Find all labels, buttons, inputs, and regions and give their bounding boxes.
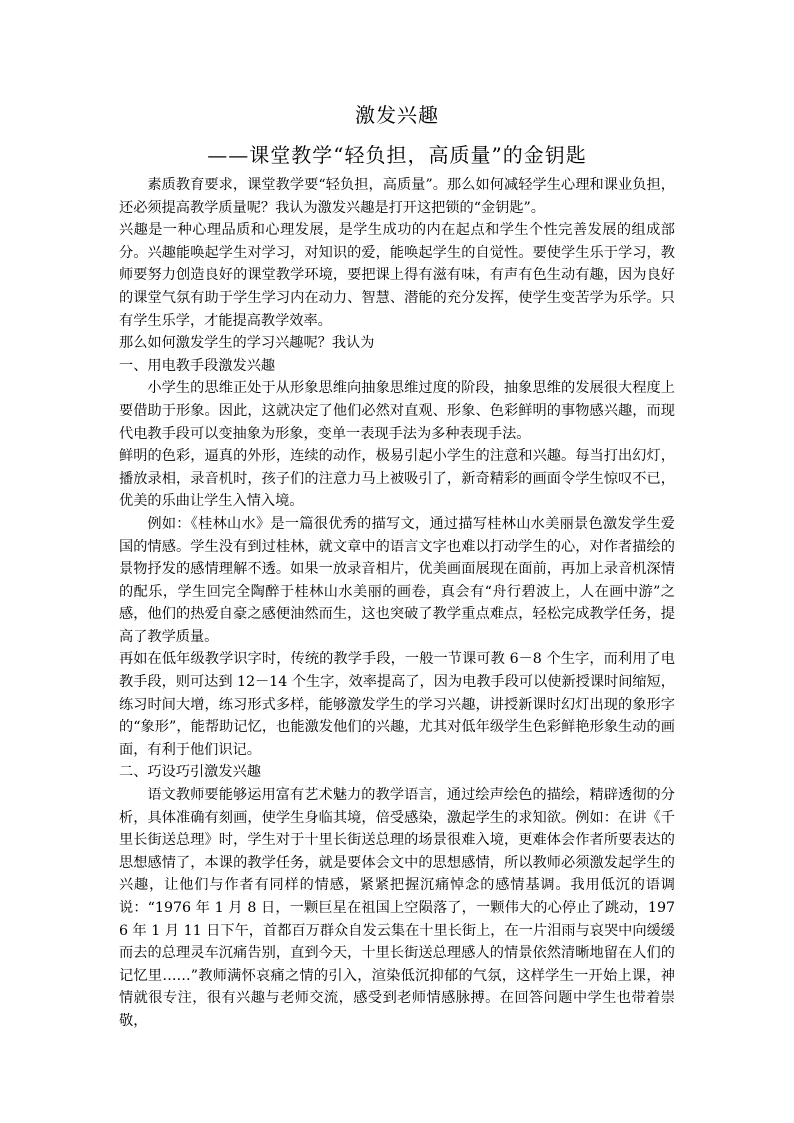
paragraph: 兴趣是一种心理品质和心理发展，是学生成功的内在起点和学生个性完善发展的组成部分。兴趣能唤起学生对学习，对知识的爱，能唤起学生的自觉性。要使学生乐于学习，教师要努力创造良好的课堂教学环境，要把课上得有滋有味，有声有色生动有趣，因为良好的课堂气氛有助于学生学习内在动力、智慧、潜能的充分发挥，使学生变苦学为乐学。只有学生乐学，才能提高教学效率。 [119, 222, 675, 329]
paragraph: 那么如何激发学生的学习兴趣呢？我认为 [119, 335, 375, 352]
paragraph: 一、用电教手段激发兴趣 [119, 357, 276, 374]
document-page [119, 100, 675, 1033]
paragraph: 小学生的思维正处于从形象思维向抽象思维过度的阶段，抽象思维的发展很大程度上要借助于形象。因此，这就决定了他们必然对直观、形象、色彩鲜明的事物感兴趣，而现代电教手段可以变抽象为形象，变单一表现手法为多种表现手法。 [119, 380, 675, 442]
document-subtitle: ——课堂教学“轻负担，高质量”的金钥匙 [207, 143, 587, 167]
document-title: 激发兴趣 [355, 103, 439, 127]
paragraph: 素质教育要求，课堂教学要“轻负担，高质量”。那么如何减轻学生心理和课业负担，还必须提高教学质量呢？我认为激发兴趣是打开这把锁的“金钥匙”。 [119, 177, 675, 216]
paragraph: 鲜明的色彩，逼真的外形，连续的动作，极易引起小学生的注意和兴趣。每当打出幻灯，播放录相，录音机时，孩子们的注意力马上被吸引了，新奇精彩的画面令学生惊叹不已，优美的乐曲让学生入情入境。 [119, 448, 675, 510]
paragraph: 再如在低年级教学识字时，传统的教学手段，一般一节课可教 6－8 个生字，而利用了电教手段，则可达到 12－14 个生字，效率提高了，因为电教手段可以使新授课时间缩短，练习时间大增，练习形式多样，能够激发学生的学习兴趣，讲授新课时幻灯出现的象形字的“象形”，能帮助记忆，也能激发他们的兴趣，尤其对低年级学生色彩鲜艳形象生动的画面，有利于他们识记。 [119, 651, 675, 758]
paragraph: 语文教师要能够运用富有艺术魅力的教学语言，通过绘声绘色的描绘，精辟透彻的分析，具体准确有刻画，使学生身临其境，倍受感染，激起学生的求知欲。例如：在讲《千里长街送总理》时，学生对于十里长街送总理的场景很难入境，更难体会作者所要表达的思想感情了，本课的教学任务，就是要体会文中的思想感情，所以教师必须激发起学生的兴趣，让他们与作者有同样的情感，紧紧把握沉痛悼念的感情基调。我用低沉的语调说：“1976 年 1 月 8 日，一颗巨星在祖国上空陨落了，一颗伟大的心停止了跳动，1976 年 1 月 11 日下午，首都百万群众自发云集在十里长街上，在一片泪雨与哀哭中向缓缓而去的总理灵车沉痛告别，直到今天，十里长街送总理感人的情景依然清晰地留在人们的记忆里……”教师满怀哀痛之情的引入，渲染低沉抑郁的气氛，这样学生一开始上课，神情就很专注，很有兴趣与老师交流，感受到老师情感脉搏。在回答问题中学生也带着崇敬， [119, 787, 675, 1029]
paragraph: 例如：《桂林山水》是一篇很优秀的描写文，通过描写桂林山水美丽景色激发学生爱国的情感。学生没有到过桂林，就文章中的语言文字也难以打动学生的心，对作者描绘的景物抒发的感情理解不透。如果一放录音相片，优美画面展现在面前，再加上录音机深情的配乐，学生回完全陶醉于桂林山水美丽的画卷，真会有“舟行碧波上，人在画中游”之感，他们的热爱自豪之感便油然而生，这也突破了教学重点难点，轻松完成教学任务，提高了教学质量。 [119, 515, 675, 645]
document-body [119, 174, 675, 1033]
paragraph: 二、巧设巧引激发兴趣 [119, 764, 261, 781]
